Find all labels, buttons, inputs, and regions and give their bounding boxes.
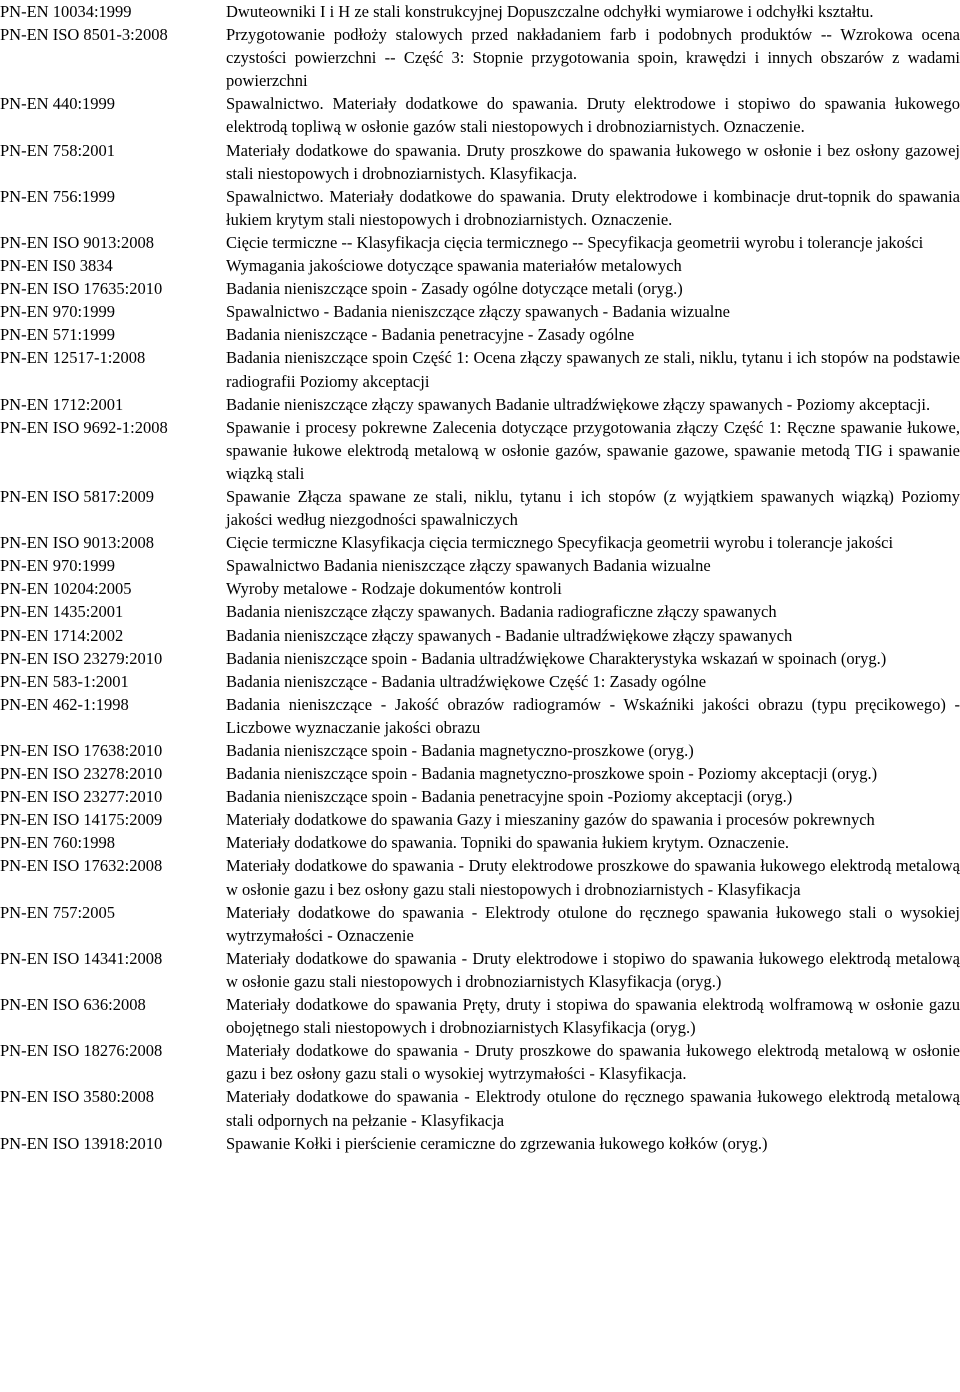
- standard-code: PN-EN ISO 23279:2010: [0, 648, 163, 668]
- standard-row: [0, 693, 960, 739]
- standard-row: [0, 577, 960, 600]
- standard-code: PN-EN 970:1999: [0, 302, 116, 322]
- standard-code: PN-EN 756:1999: [0, 186, 116, 206]
- standard-code: PN-EN ISO 636:2008: [0, 995, 146, 1015]
- standard-title: Spawalnictwo Badania nieniszczące złączy spawanych Badania wizualne: [226, 556, 711, 576]
- standard-title: Materiały dodatkowe do spawania. Topniki do spawania łukiem krytym. Oznaczenie.: [226, 833, 790, 853]
- standard-code: PN-EN ISO 17632:2008: [0, 856, 163, 876]
- standard-title: Badania nieniszczące spoin - Badania magnetyczno-proszkowe spoin - Poziomy akceptacji (oryg.): [226, 764, 878, 784]
- standard-row: [0, 254, 960, 277]
- standard-row: [0, 600, 960, 623]
- standard-code: PN-EN ISO 9013:2008: [0, 232, 155, 252]
- standard-title: Badania nieniszczące - Badania penetracyjne - Zasady ogólne: [226, 325, 635, 345]
- standard-code: PN-EN ISO 17638:2010: [0, 741, 163, 760]
- standard-row: [0, 0, 960, 23]
- standard-code: PN-EN 583-1:2001: [0, 671, 129, 691]
- standard-code: PN-EN ISO 9013:2008: [0, 533, 155, 553]
- standard-title: Badania nieniszczące spoin - Zasady ogólne dotyczące metali (oryg.): [226, 279, 683, 299]
- standard-title: Badania nieniszczące złączy spawanych - Badanie ultradźwiękowe złączy spawanych: [226, 625, 793, 645]
- standard-title: Spawalnictwo - Badania nieniszczące złączy spawanych - Badania wizualne: [226, 302, 730, 322]
- standard-title: Badania nieniszczące złączy spawanych. Badania radiograficzne złączy spawanych: [226, 602, 777, 622]
- standard-code: PN-EN 760:1998: [0, 833, 116, 853]
- standard-row: [0, 300, 960, 323]
- standard-title: Badania nieniszczące - Jakość obrazów radiogramów - Wskaźniki jakości obrazu (typu pręcikowego) - Liczbowe wyznaczanie jakości obrazu: [226, 694, 960, 737]
- standard-title: Materiały dodatkowe do spawania Gazy i mieszaniny gazów do spawania i procesów pokrewnych: [226, 810, 875, 830]
- standard-row: [0, 762, 960, 785]
- standard-row: [0, 393, 960, 416]
- standard-title: Materiały dodatkowe do spawania - Elektrody otulone do ręcznego spawania łukowego elektrodą metalową stali odpornych na pełzanie - Klasyfikacja: [226, 1087, 960, 1130]
- standard-title: Materiały dodatkowe do spawania - Elektrody otulone do ręcznego spawania łukowego stali o wysokiej wytrzymałości - Oznaczenie: [226, 902, 960, 945]
- standard-title: Badania nieniszczące spoin - Badania ultradźwiękowe Charakterystyka wskazań w spoinach (oryg.): [226, 648, 887, 668]
- standard-code: PN-EN ISO 23277:2010: [0, 787, 163, 807]
- standard-code: PN-EN ISO 14175:2009: [0, 810, 163, 830]
- standard-code: PN-EN ISO 17635:2010: [0, 279, 163, 299]
- standard-row: [0, 901, 960, 947]
- standard-code: PN-EN ISO 5817:2009: [0, 486, 155, 506]
- standard-code: PN-EN ISO 3580:2008: [0, 1087, 155, 1107]
- standard-row: [0, 808, 960, 831]
- standard-title: Wyroby metalowe - Rodzaje dokumentów kontroli: [226, 579, 562, 599]
- standard-row: [0, 785, 960, 808]
- standard-code: PN-EN IS0 3834: [0, 256, 113, 276]
- standard-title: Spawanie Złącza spawane ze stali, niklu, tytanu i ich stopów (z wyjątkiem spawanych wiązką) Poziomy jakości według niezgodności spawalniczych: [226, 486, 960, 530]
- standard-code: PN-EN 571:1999: [0, 325, 116, 345]
- standard-code: PN-EN ISO 23278:2010: [0, 764, 163, 784]
- standard-title: Spawanie Kołki i pierścienie ceramiczne do zgrzewania łukowego kołków (oryg.): [226, 1133, 768, 1153]
- standard-code: PN-EN 758:2001: [0, 140, 116, 160]
- standard-title: Dwuteowniki I i H ze stali konstrukcyjnej Dopuszczalne odchyłki wymiarowe i odchyłki kształtu.: [226, 2, 874, 21]
- standard-row: [0, 947, 960, 993]
- standard-row: [0, 531, 960, 554]
- standard-code: PN-EN ISO 9692-1:2008: [0, 417, 168, 437]
- standard-code: PN-EN 1714:2002: [0, 625, 124, 645]
- standard-row: [0, 831, 960, 854]
- standard-row: [0, 277, 960, 300]
- standard-title: Badania nieniszczące - Badania ultradźwiękowe Część 1: Zasady ogólne: [226, 671, 707, 691]
- standard-row: [0, 739, 960, 762]
- standard-row: [0, 1085, 960, 1131]
- standard-row: [0, 554, 960, 577]
- standard-code: PN-EN 440:1999: [0, 94, 116, 114]
- standard-row: [0, 647, 960, 670]
- standard-row: [0, 323, 960, 346]
- standard-code: PN-EN 970:1999: [0, 556, 116, 576]
- standard-row: [0, 854, 960, 900]
- standard-code: PN-EN 12517-1:2008: [0, 348, 146, 368]
- standard-title: Materiały dodatkowe do spawania Pręty, druty i stopiwa do spawania elektrodą wolframową w osłonie gazu obojętnego stali niestopowych i drobnoziarnistych Klasyfikacja (oryg.): [226, 995, 960, 1038]
- standard-title: Materiały dodatkowe do spawania - Druty elektrodowe i stopiwo do spawania łukowego elektrodą metalową w osłonie gazu stali niestopowych i drobnoziarnistych Klasyfikacja (oryg.): [226, 948, 960, 991]
- standard-row: [0, 624, 960, 647]
- standard-row: [0, 1132, 960, 1155]
- standard-title: Badania nieniszczące spoin - Badania magnetyczno-proszkowe (oryg.): [226, 741, 694, 760]
- standard-code: PN-EN ISO 18276:2008: [0, 1041, 163, 1061]
- standard-code: PN-EN 462-1:1998: [0, 694, 129, 714]
- standard-row: [0, 346, 960, 392]
- standard-row: [0, 1039, 960, 1085]
- standard-row: [0, 92, 960, 138]
- standard-title: Spawanie i procesy pokrewne Zalecenia dotyczące przygotowania złączy Część 1: Ręczne spawanie łukowe, spawanie łukowe elektrodą metalową w osłonie gazów, spawanie gazowe, spawanie metodą TIG i spawanie wiązką stali: [226, 417, 960, 483]
- standard-title: Cięcie termiczne Klasyfikacja cięcia termicznego Specyfikacja geometrii wyrobu i tolerancje jakości: [226, 533, 894, 553]
- standard-code: PN-EN 1712:2001: [0, 394, 124, 414]
- standard-code: PN-EN ISO 13918:2010: [0, 1133, 163, 1153]
- standard-title: Spawalnictwo. Materiały dodatkowe do spawania. Druty elektrodowe i kombinacje drut-topnik do spawania łukiem krytym stali niestopowych i drobnoziarnistych. Oznaczenie.: [226, 186, 960, 229]
- standard-code: PN-EN ISO 14341:2008: [0, 948, 163, 968]
- standard-title: Materiały dodatkowe do spawania - Druty proszkowe do spawania łukowego elektrodą metalową w osłonie gazu i bez osłony gazu stali o wysokiej wytrzymałości - Klasyfikacja.: [226, 1041, 960, 1084]
- standard-title: Badania nieniszczące spoin Część 1: Ocena złączy spawanych ze stali, niklu, tytanu i ich stopów na podstawie radiografii Poziomy akceptacji: [226, 348, 960, 391]
- standard-code: PN-EN 757:2005: [0, 902, 116, 922]
- standard-row: [0, 485, 960, 531]
- standard-row: [0, 670, 960, 693]
- standard-row: [0, 993, 960, 1039]
- standard-title: Spawalnictwo. Materiały dodatkowe do spawania. Druty elektrodowe i stopiwo do spawania łukowego elektrodą topliwą w osłonie gazów stali niestopowych i drobnoziarnistych. Oznaczenie.: [226, 94, 960, 137]
- standard-title: Materiały dodatkowe do spawania. Druty proszkowe do spawania łukowego w osłonie i bez osłony gazowej stali niestopowych i drobnoziarnistych. Klasyfikacja.: [226, 140, 960, 183]
- standard-row: [0, 23, 960, 92]
- standard-title: Cięcie termiczne -- Klasyfikacja cięcia termicznego -- Specyfikacja geometrii wyrobu i tolerancje jakości: [226, 232, 924, 252]
- standard-title: Badania nieniszczące spoin - Badania penetracyjne spoin -Poziomy akceptacji (oryg.): [226, 787, 793, 807]
- standard-code: PN-EN 1435:2001: [0, 602, 124, 622]
- standard-code: PN-EN 10204:2005: [0, 579, 132, 599]
- standard-title: Wymagania jakościowe dotyczące spawania materiałów metalowych: [226, 256, 682, 276]
- standard-title: Przygotowanie podłoży stalowych przed nakładaniem farb i podobnych produktów -- Wzrokowa ocena czystości powierzchni -- Część 3: Stopnie przygotowania spoin, krawędzi i innych obszarów z wadami powierzchni: [226, 25, 960, 91]
- standard-row: [0, 231, 960, 254]
- standard-title: Badanie nieniszczące złączy spawanych Badanie ultradźwiękowe złączy spawanych - Poziomy akceptacji.: [226, 394, 931, 414]
- standard-row: [0, 139, 960, 185]
- standard-code: PN-EN ISO 8501-3:2008: [0, 25, 168, 45]
- standard-row: [0, 416, 960, 485]
- standard-title: Materiały dodatkowe do spawania - Druty elektrodowe proszkowe do spawania łukowego elektrodą metalową w osłonie gazu i bez osłony gazu stali niestopowych i drobnoziarnistych - Klasyfikacja: [226, 856, 960, 899]
- standard-code: PN-EN 10034:1999: [0, 2, 132, 21]
- standard-row: [0, 185, 960, 231]
